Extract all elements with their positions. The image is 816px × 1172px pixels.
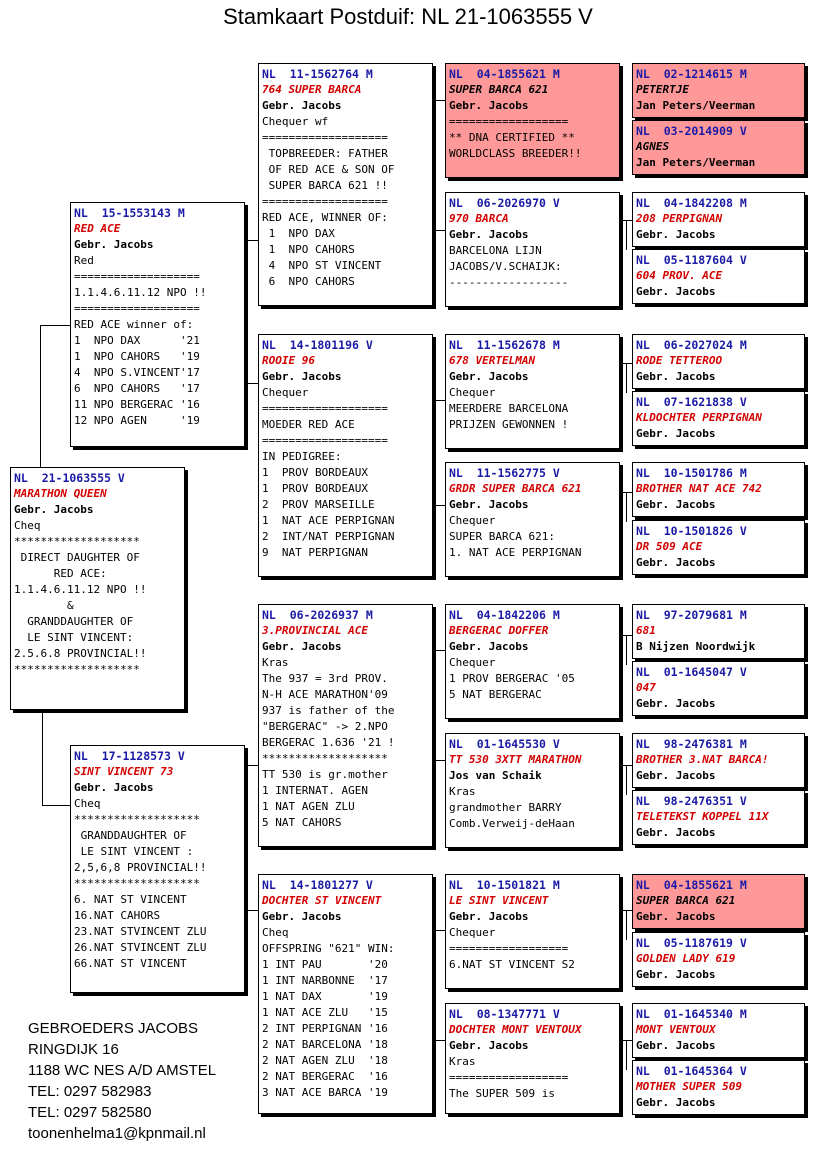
address-company: GEBROEDERS JACOBS: [28, 1020, 199, 1037]
pedigree-card-g6: [632, 391, 805, 446]
pedigree-card-g11: [632, 733, 805, 788]
bird-owner: B Nijzen Noordwijk: [636, 640, 756, 653]
ring-number: NL 11-1562775 V: [449, 466, 560, 480]
ring-number: NL 14-1801196 V: [262, 338, 373, 352]
connector-line: [433, 100, 445, 101]
connector-line: [433, 930, 445, 931]
ring-number: NL 21-1063555 V: [14, 471, 125, 485]
connector-line: [433, 760, 445, 761]
bird-info: Chequer MEERDERE BARCELONA PRIJZEN GEWONNEN !: [449, 386, 569, 431]
bird-info: Kras The 937 = 3rd PROV. N-H ACE MARATHON'09 937 is father of the "BERGERAC" -> 2.NPO BERGERAC 1.636 '21 ! ******************* TT 530 is gr.mother 1 INTERNAT. AGEN 1 NAT AGEN ZLU 5 NAT CAHORS: [262, 656, 395, 829]
pedigree-card-mm: [258, 874, 433, 1114]
bird-info: Red =================== 1.1.4.6.11.12 NPO !! =================== RED ACE winner of: 1 NPO DAX '21 1 NPO CAHORS '19 4 NPO S.VINCENT'17 6 NPO CAHORS '17 11 NPO BERGERAC '16 12 NPO AGEN '19: [74, 254, 207, 427]
bird-name: 970 BARCA: [449, 212, 509, 225]
bird-owner: Gebr. Jacobs: [636, 228, 716, 241]
ring-number: NL 11-1562678 M: [449, 338, 560, 352]
bird-info: Chequer wf =================== TOPBREEDER: FATHER OF RED ACE & SON OF SUPER BARCA 621 !! =================== RED ACE, WINNER OF: 1 NPO DAX 1 NPO CAHORS 4 NPO ST VINCENT 6 NPO CAHORS: [262, 115, 395, 288]
ring-number: NL 04-1855621 M: [636, 878, 747, 892]
pedigree-card-g4: [632, 249, 805, 304]
pedigree-card-g16: [632, 1060, 805, 1115]
ring-number: NL 01-1645530 V: [449, 737, 560, 751]
pedigree-card-g8: [632, 520, 805, 575]
bird-name: TELETEKST KOPPEL 11X: [636, 810, 769, 823]
ring-number: NL 10-1501826 V: [636, 524, 747, 538]
ring-number: NL 10-1501786 M: [636, 466, 747, 480]
pedigree-card-g12: [632, 790, 805, 845]
bird-owner: Gebr. Jacobs: [449, 228, 529, 241]
ring-number: NL 06-2027024 M: [636, 338, 747, 352]
address-city: 1188 WC NES A/D AMSTEL: [28, 1062, 217, 1079]
ring-number: NL 06-2026937 M: [262, 608, 373, 622]
bird-name: RODE TETTEROO: [636, 354, 723, 367]
ring-number: NL 03-2014909 V: [636, 124, 747, 138]
ring-number: NL 06-2026970 V: [449, 196, 560, 210]
bird-owner: Gebr. Jacobs: [636, 968, 716, 981]
bird-name: BERGERAC DOFFER: [449, 624, 549, 637]
pedigree-card-fm: [258, 334, 433, 577]
connector-line: [626, 492, 627, 522]
pedigree-card-fmm: [445, 462, 620, 577]
bird-name: GOLDEN LADY 619: [636, 952, 736, 965]
ring-number: NL 01-1645047 V: [636, 665, 747, 679]
connector-line: [626, 765, 627, 795]
connector-line: [40, 325, 41, 468]
ring-number: NL 05-1187619 V: [636, 936, 747, 950]
ring-number: NL 98-2476381 M: [636, 737, 747, 751]
pedigree-card-root: [10, 467, 185, 710]
bird-info: Kras ================== The SUPER 509 is: [449, 1055, 569, 1100]
bird-owner: Gebr. Jacobs: [449, 99, 529, 112]
bird-owner: Gebr. Jacobs: [636, 285, 716, 298]
bird-info: Chequer =================== MOEDER RED ACE =================== IN PEDIGREE: 1 PROV BORDEAUX 1 PROV BORDEAUX 2 PROV MARSEILLE 1 NAT ACE PERPIGNAN 2 INT/NAT PERPIGNAN 9 NAT PERPIGNAN: [262, 386, 395, 559]
pedigree-card-g15: [632, 1003, 805, 1058]
bird-owner: Gebr. Jacobs: [636, 1096, 716, 1109]
bird-name: PETERTJE: [636, 83, 689, 96]
bird-owner: Gebr. Jacobs: [449, 910, 529, 923]
ring-number: NL 04-1855621 M: [449, 67, 560, 81]
connector-line: [245, 765, 259, 766]
pedigree-card-g5: [632, 334, 805, 389]
connector-line: [626, 220, 627, 250]
connector-line: [433, 650, 445, 651]
bird-name: DR 509 ACE: [636, 540, 703, 553]
bird-owner: Gebr. Jacobs: [636, 769, 716, 782]
bird-owner: Jan Peters/Veerman: [636, 156, 756, 169]
address-phone-1: TEL: 0297 582983: [28, 1083, 152, 1100]
pedigree-card-ffm: [445, 192, 620, 307]
bird-name: 764 SUPER BARCA: [262, 83, 362, 96]
connector-line: [626, 1040, 627, 1070]
address-phone-2: TEL: 0297 582580: [28, 1104, 152, 1121]
connector-line: [433, 230, 445, 231]
pedigree-card-mmm: [445, 1003, 620, 1114]
bird-info: BARCELONA LIJN JACOBS/V.SCHAIJK: ------------------: [449, 244, 569, 289]
bird-name: MONT VENTOUX: [636, 1023, 716, 1036]
connector-line: [626, 910, 627, 940]
pedigree-card-g14: [632, 932, 805, 987]
bird-name: GRDR SUPER BARCA 621: [449, 482, 582, 495]
bird-owner: Gebr. Jacobs: [449, 1039, 529, 1052]
bird-name: MOTHER SUPER 509: [636, 1080, 742, 1093]
pedigree-card-mfm: [445, 733, 620, 848]
ring-number: NL 14-1801277 V: [262, 878, 373, 892]
ring-number: NL 11-1562764 M: [262, 67, 373, 81]
bird-name: AGNES: [636, 140, 670, 153]
address-street: RINGDIJK 16: [28, 1041, 119, 1058]
bird-info: Cheq ******************* GRANDDAUGHTER OF LE SINT VINCENT : 2,5,6,8 PROVINCIAL!! ******************* 6. NAT ST VINCENT 16.NAT CAHORS 23.NAT STVINCENT ZLU 26.NAT STVINCENT ZLU 66.NAT ST VINCENT: [74, 797, 207, 970]
bird-owner: Gebr. Jacobs: [449, 640, 529, 653]
ring-number: NL 10-1501821 M: [449, 878, 560, 892]
bird-name: DOCHTER MONT VENTOUX: [449, 1023, 582, 1036]
bird-name: TT 530 3XTT MARATHON: [449, 753, 582, 766]
bird-info: Chequer SUPER BARCA 621: 1. NAT ACE PERPIGNAN: [449, 514, 582, 559]
bird-name: 678 VERTELMAN: [449, 354, 536, 367]
pedigree-card-mf: [258, 604, 433, 847]
bird-info: ================== ** DNA CERTIFIED ** WORLDCLASS BREEDER!!: [449, 115, 582, 160]
bird-owner: Gebr. Jacobs: [262, 910, 342, 923]
bird-info: Chequer 1 PROV BERGERAC '05 5 NAT BERGERAC: [449, 656, 575, 701]
ring-number: NL 02-1214615 M: [636, 67, 747, 81]
ring-number: NL 15-1553143 M: [74, 206, 185, 220]
bird-name: SUPER BARCA 621: [449, 83, 549, 96]
bird-name: 3.PROVINCIAL ACE: [262, 624, 368, 637]
bird-owner: Gebr. Jacobs: [449, 498, 529, 511]
bird-name: ROOIE 96: [262, 354, 315, 367]
address-block: [28, 1018, 216, 1144]
connector-line: [626, 635, 627, 665]
connector-line: [245, 240, 259, 241]
bird-owner: Gebr. Jacobs: [636, 826, 716, 839]
bird-owner: Gebr. Jacobs: [636, 1039, 716, 1052]
ring-number: NL 01-1645364 V: [636, 1064, 747, 1078]
bird-name: 604 PROV. ACE: [636, 269, 723, 282]
bird-info: Cheq ******************* DIRECT DAUGHTER OF RED ACE: 1.1.4.6.11.12 NPO !! & GRANDDAUGHTER OF LE SINT VINCENT: 2.5.6.8 PROVINCIAL!! *******************: [14, 519, 147, 676]
bird-owner: Gebr. Jacobs: [636, 498, 716, 511]
bird-owner: Gebr. Jacobs: [636, 697, 716, 710]
bird-name: SINT VINCENT 73: [74, 765, 174, 778]
bird-name: DOCHTER ST VINCENT: [262, 894, 382, 907]
bird-owner: Gebr. Jacobs: [449, 370, 529, 383]
connector-line: [245, 383, 259, 384]
bird-name: 681: [636, 624, 656, 637]
pedigree-card-dam: [70, 745, 245, 993]
bird-owner: Gebr. Jacobs: [262, 370, 342, 383]
ring-number: NL 17-1128573 V: [74, 749, 185, 763]
pedigree-card-g3: [632, 192, 805, 247]
pedigree-card-fmf: [445, 334, 620, 449]
bird-owner: Gebr. Jacobs: [636, 910, 716, 923]
bird-owner: Gebr. Jacobs: [74, 781, 154, 794]
bird-name: LE SINT VINCENT: [449, 894, 549, 907]
pedigree-card-ff: [258, 63, 433, 306]
bird-name: BROTHER 3.NAT BARCA!: [636, 753, 769, 766]
ring-number: NL 97-2079681 M: [636, 608, 747, 622]
bird-name: BROTHER NAT ACE 742: [636, 482, 762, 495]
bird-info: Cheq OFFSPRING "621" WIN: 1 INT PAU '20 1 INT NARBONNE '17 1 NAT DAX '19 1 NAT ACE ZLU '15 2 INT PERPIGNAN '16 2 NAT BARCELONA '18 2 NAT AGEN ZLU '18 2 NAT BERGERAC '16 3 NAT ACE BARCA '19: [262, 926, 395, 1099]
ring-number: NL 04-1842206 M: [449, 608, 560, 622]
pedigree-card-g2: [632, 120, 805, 175]
pedigree-card-g13: [632, 874, 805, 929]
pedigree-card-g7: [632, 462, 805, 517]
bird-name: SUPER BARCA 621: [636, 894, 736, 907]
bird-owner: Gebr. Jacobs: [636, 556, 716, 569]
connector-line: [42, 710, 43, 805]
connector-line: [433, 505, 445, 506]
bird-owner: Gebr. Jacobs: [636, 370, 716, 383]
bird-name: 047: [636, 681, 656, 694]
connector-line: [433, 1040, 445, 1041]
bird-owner: Gebr. Jacobs: [262, 99, 342, 112]
ring-number: NL 05-1187604 V: [636, 253, 747, 267]
page-title: Stamkaart Postduif: NL 21-1063555 V: [223, 4, 593, 29]
ring-number: NL 98-2476351 V: [636, 794, 747, 808]
connector-line: [626, 363, 627, 393]
bird-name: MARATHON QUEEN: [14, 487, 107, 500]
bird-owner: Gebr. Jacobs: [14, 503, 94, 516]
pedigree-card-fff: [445, 63, 620, 178]
pedigree-card-g9: [632, 604, 805, 659]
connector-line: [40, 325, 71, 326]
pedigree-card-mmf: [445, 874, 620, 989]
connector-line: [433, 400, 445, 401]
pedigree-card-g1: [632, 63, 805, 118]
bird-info: Chequer ================== 6.NAT ST VINCENT S2: [449, 926, 575, 971]
bird-owner: Gebr. Jacobs: [74, 238, 154, 251]
bird-owner: Jos van Schaik: [449, 769, 542, 782]
ring-number: NL 04-1842208 M: [636, 196, 747, 210]
bird-name: RED ACE: [74, 222, 121, 235]
bird-name: KLDOCHTER PERPIGNAN: [636, 411, 762, 424]
pedigree-card-mff: [445, 604, 620, 719]
bird-owner: Gebr. Jacobs: [262, 640, 342, 653]
connector-line: [42, 805, 71, 806]
bird-owner: Jan Peters/Veerman: [636, 99, 756, 112]
bird-owner: Gebr. Jacobs: [636, 427, 716, 440]
address-email: toonenhelma1@kpnmail.nl: [28, 1125, 206, 1142]
ring-number: NL 01-1645340 M: [636, 1007, 747, 1021]
bird-info: Kras grandmother BARRY Comb.Verweij-deHaan: [449, 785, 575, 830]
bird-name: 208 PERPIGNAN: [636, 212, 723, 225]
ring-number: NL 08-1347771 V: [449, 1007, 560, 1021]
ring-number: NL 07-1621838 V: [636, 395, 747, 409]
connector-line: [245, 910, 259, 911]
pedigree-card-g10: [632, 661, 805, 716]
pedigree-card-sire: [70, 202, 245, 447]
